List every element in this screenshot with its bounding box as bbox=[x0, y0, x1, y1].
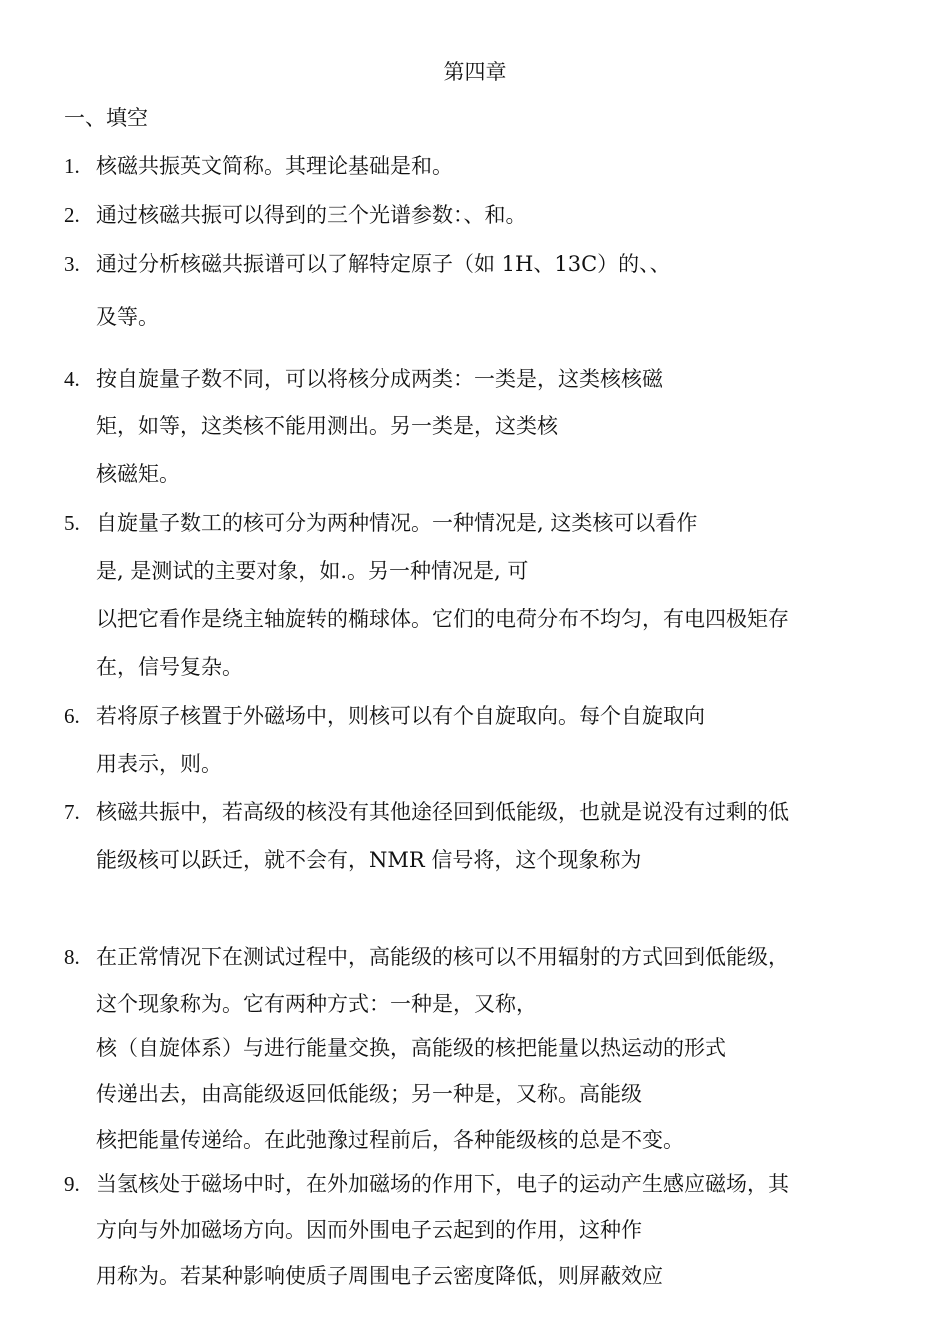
item-line: 通过分析核磁共振谱可以了解特定原子（如 1H、13C）的、、 bbox=[96, 252, 671, 276]
item-line: 按自旋量子数不同，可以将核分成两类：一类是，这类核核磁 bbox=[96, 367, 663, 391]
item-line: 是, 是测试的主要对象，如.。另一种情况是, 可 bbox=[96, 559, 529, 583]
item-line: 在，信号复杂。 bbox=[96, 655, 243, 679]
item-line: 方向与外加磁场方向。因而外围电子云起到的作用，这种作 bbox=[96, 1218, 642, 1242]
item-line: 核磁共振英文简称。其理论基础是和。 bbox=[96, 154, 453, 178]
chapter-title: 第四章 bbox=[443, 60, 507, 84]
item-line: 核磁共振中，若高级的核没有其他途径回到低能级，也就是说没有过剩的低 bbox=[96, 800, 789, 824]
item-line: 矩，如等，这类核不能用测出。另一类是，这类核 bbox=[96, 414, 558, 438]
item-line: 用表示，则。 bbox=[96, 752, 222, 776]
item-number: 6. bbox=[64, 704, 80, 728]
item-line: 核磁矩。 bbox=[96, 462, 180, 486]
item-number: 2. bbox=[64, 203, 80, 227]
item-number: 3. bbox=[64, 252, 80, 276]
item-line: 传递出去，由高能级返回低能级；另一种是，又称。高能级 bbox=[96, 1082, 642, 1106]
item-line: 以把它看作是绕主轴旋转的椭球体。它们的电荷分布不均匀，有电四极矩存 bbox=[96, 607, 789, 631]
item-line: 自旋量子数工的核可分为两种情况。一种情况是, 这类核可以看作 bbox=[96, 511, 698, 535]
item-line: 能级核可以跃迁，就不会有，NMR 信号将，这个现象称为 bbox=[96, 848, 642, 872]
item-line: 若将原子核置于外磁场中，则核可以有个自旋取向。每个自旋取向 bbox=[96, 704, 705, 728]
item-number: 8. bbox=[64, 945, 80, 969]
item-line: 及等。 bbox=[96, 305, 159, 329]
item-number: 7. bbox=[64, 800, 80, 824]
item-line: 当氢核处于磁场中时，在外加磁场的作用下，电子的运动产生感应磁场，其 bbox=[96, 1172, 789, 1196]
item-line: 核把能量传递给。在此弛豫过程前后，各种能级核的总是不变。 bbox=[96, 1128, 684, 1152]
item-number: 9. bbox=[64, 1172, 80, 1196]
item-number: 5. bbox=[64, 511, 80, 535]
item-line: 用称为。若某种影响使质子周围电子云密度降低，则屏蔽效应 bbox=[96, 1264, 663, 1288]
item-line: 核（自旋体系）与进行能量交换，高能级的核把能量以热运动的形式 bbox=[96, 1036, 726, 1060]
section-heading: 一、填空 bbox=[64, 106, 148, 130]
item-line: 在正常情况下在测试过程中，高能级的核可以不用辐射的方式回到低能级， bbox=[96, 945, 789, 969]
item-line: 通过核磁共振可以得到的三个光谱参数：、和。 bbox=[96, 203, 527, 227]
item-number: 4. bbox=[64, 367, 80, 391]
item-number: 1. bbox=[64, 154, 80, 178]
item-line: 这个现象称为。它有两种方式：一种是，又称， bbox=[96, 992, 537, 1016]
